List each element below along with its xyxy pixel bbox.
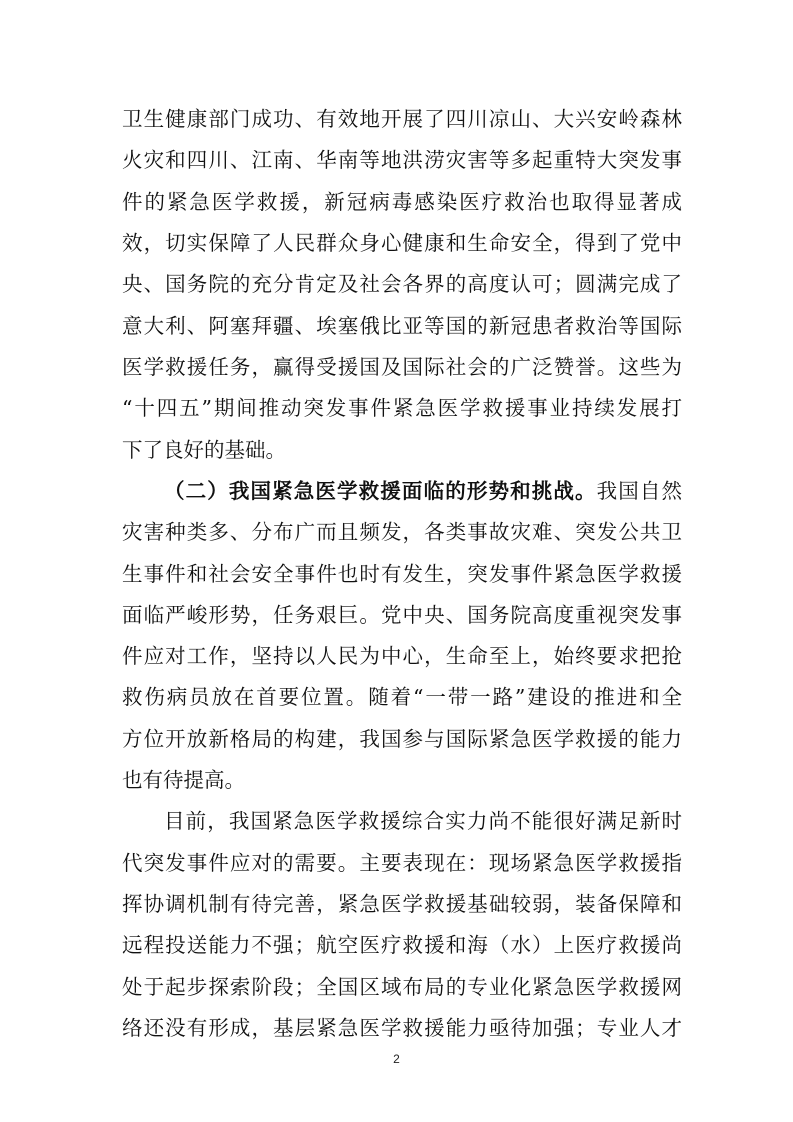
page-number: 2 <box>393 1052 400 1066</box>
body-text-line: 件的紧急医学救援，新冠病毒感染医疗救治也取得显著成 <box>122 189 682 214</box>
body-text-line: 件应对工作，坚持以人民为中心，生命至上，始终要求把抢 <box>122 644 682 669</box>
body-text-line: 卫生健康部门成功、有效地开展了四川凉山、大兴安岭森林 <box>122 107 682 131</box>
body-text-line: 火灾和四川、江南、华南等地洪涝灾害等多起重特大突发事 <box>122 148 682 173</box>
body-text-line: 挥协调机制有待完善，紧急医学救援基础较弱，装备保障和 <box>122 892 682 917</box>
body-text-fragment: 我国自然 <box>596 478 683 503</box>
body-text-line: 医学救援任务，赢得受援国及国际社会的广泛赞誉。这些为 <box>122 354 682 379</box>
body-text-line: “十四五”期间推动突发事件紧急医学救援事业持续发展打 <box>122 396 682 421</box>
body-text-line: 络还没有形成，基层紧急医学救援能力亟待加强；专业人才 <box>122 1016 682 1040</box>
body-text-line: 也有待提高。 <box>122 768 245 793</box>
body-text-line: 远程投送能力不强；航空医疗救援和海（水）上医疗救援尚 <box>122 933 682 958</box>
body-text-line: 方位开放新格局的构建，我国参与国际紧急医学救援的能力 <box>122 726 682 751</box>
body-text-line: 下了良好的基础。 <box>122 437 286 462</box>
section-heading: （二）我国紧急医学救援面临的形势和挑战。 <box>164 478 597 503</box>
body-text-line: 效，切实保障了人民群众身心健康和生命安全，得到了党中 <box>122 230 682 255</box>
section-heading-line <box>164 474 682 508</box>
body-text-line: 灾害种类多、分布广而且频发，各类事故灾难、突发公共卫 <box>122 520 682 545</box>
body-text-line: 生事件和社会安全事件也时有发生，突发事件紧急医学救援 <box>122 561 682 586</box>
body-text-line: 央、国务院的充分肯定及社会各界的高度认可；圆满完成了 <box>122 272 682 297</box>
body-text-line: 处于起步探索阶段；全国区域布局的专业化紧急医学救援网 <box>122 974 682 999</box>
body-text-line: 目前，我国紧急医学救援综合实力尚不能很好满足新时 <box>164 809 682 834</box>
body-text-line: 救伤病员放在首要位置。随着“一带一路”建设的推进和全 <box>122 685 682 710</box>
body-text-line: 意大利、阿塞拜疆、埃塞俄比亚等国的新冠患者救治等国际 <box>122 313 682 338</box>
body-text-line: 面临严峻形势，任务艰巨。党中央、国务院高度重视突发事 <box>122 602 682 627</box>
body-text-line: 代突发事件应对的需要。主要表现在：现场紧急医学救援指 <box>122 850 682 875</box>
